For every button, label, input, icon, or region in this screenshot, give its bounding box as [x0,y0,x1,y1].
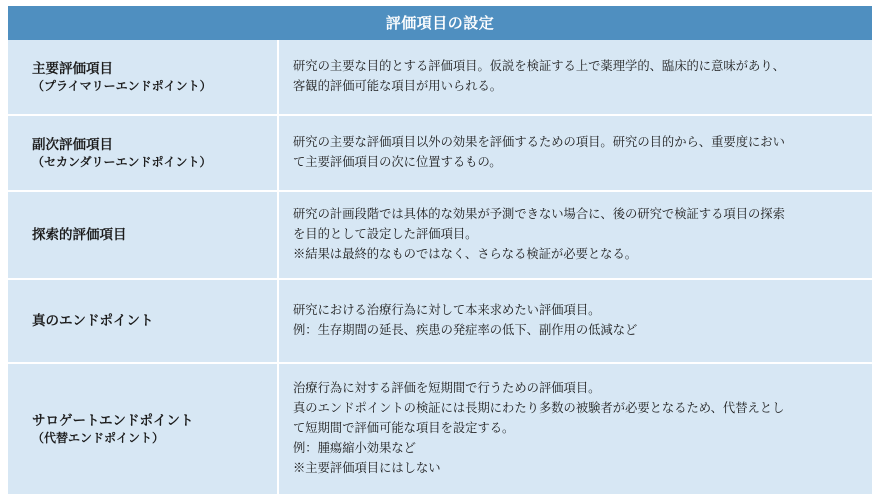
table-row [8,40,872,115]
description-line: 治療行為に対する評価を短期間で行うための評価項目。 [293,381,601,396]
description-cell [278,40,872,115]
term-main-label: 主要評価項目 [32,60,113,76]
term-cell [8,191,278,279]
description-line: を目的として設定した評価項目。 [293,227,478,242]
table-title-row [8,6,872,40]
description-line: て主要評価項目の次に位置するもの。 [293,155,502,169]
term-cell [8,115,278,191]
term-sub-label: （セカンダリーエンドポイント） [32,155,212,170]
description-line: 例：生存期間の延長、疾患の発症率の低下、副作用の低減など [293,323,638,337]
description-cell [278,191,872,279]
description-line: 客観的評価可能な項目が用いられる。 [293,79,503,93]
term-cell [8,363,278,495]
description-line: 研究の主要な評価項目以外の効果を評価するための項目。研究の目的から、重要度におい [293,135,785,150]
description-line: 研究の主要な目的とする評価項目。仮説を検証する上で薬理学的、臨床的に意味があり、 [293,59,785,74]
term-main-label: 探索的評価項目 [32,227,127,243]
table-row [8,115,872,191]
term-cell [8,40,278,115]
description-cell [278,363,872,495]
description-line: 真のエンドポイントの検証には長期にわたり多数の被験者が必要となるため、代替えとし [293,401,785,416]
description-line: ※結果は最終的なものではなく、さらなる検証が必要となる。 [293,246,638,261]
table-row [8,363,872,495]
description-line: ※主要評価項目にはしない [293,460,441,475]
term-sub-label: （プライマリーエンドポイント） [32,79,212,94]
term-cell [8,279,278,363]
description-line: 研究の計画段階では具体的な効果が予測できない場合に、後の研究で検証する項目の探索 [293,207,785,222]
description-line: 例：腫瘍縮小効果など [293,440,416,455]
description-cell [278,115,872,191]
description-line: 研究における治療行為に対して本来求めたい評価項目。 [293,303,601,318]
term-main-label: 副次評価項目 [32,136,113,152]
evaluation-endpoints-table [8,6,872,496]
term-main-label: サロゲートエンドポイント [32,412,194,428]
table-title: 評価項目の設定 [8,6,872,40]
description-line: て短期間で評価可能な項目を設定する。 [293,421,515,436]
description-cell [278,279,872,363]
term-main-label: 真のエンドポイント [32,313,154,329]
table-row [8,279,872,363]
term-sub-label: （代替エンドポイント） [32,431,165,446]
table-row [8,191,872,279]
